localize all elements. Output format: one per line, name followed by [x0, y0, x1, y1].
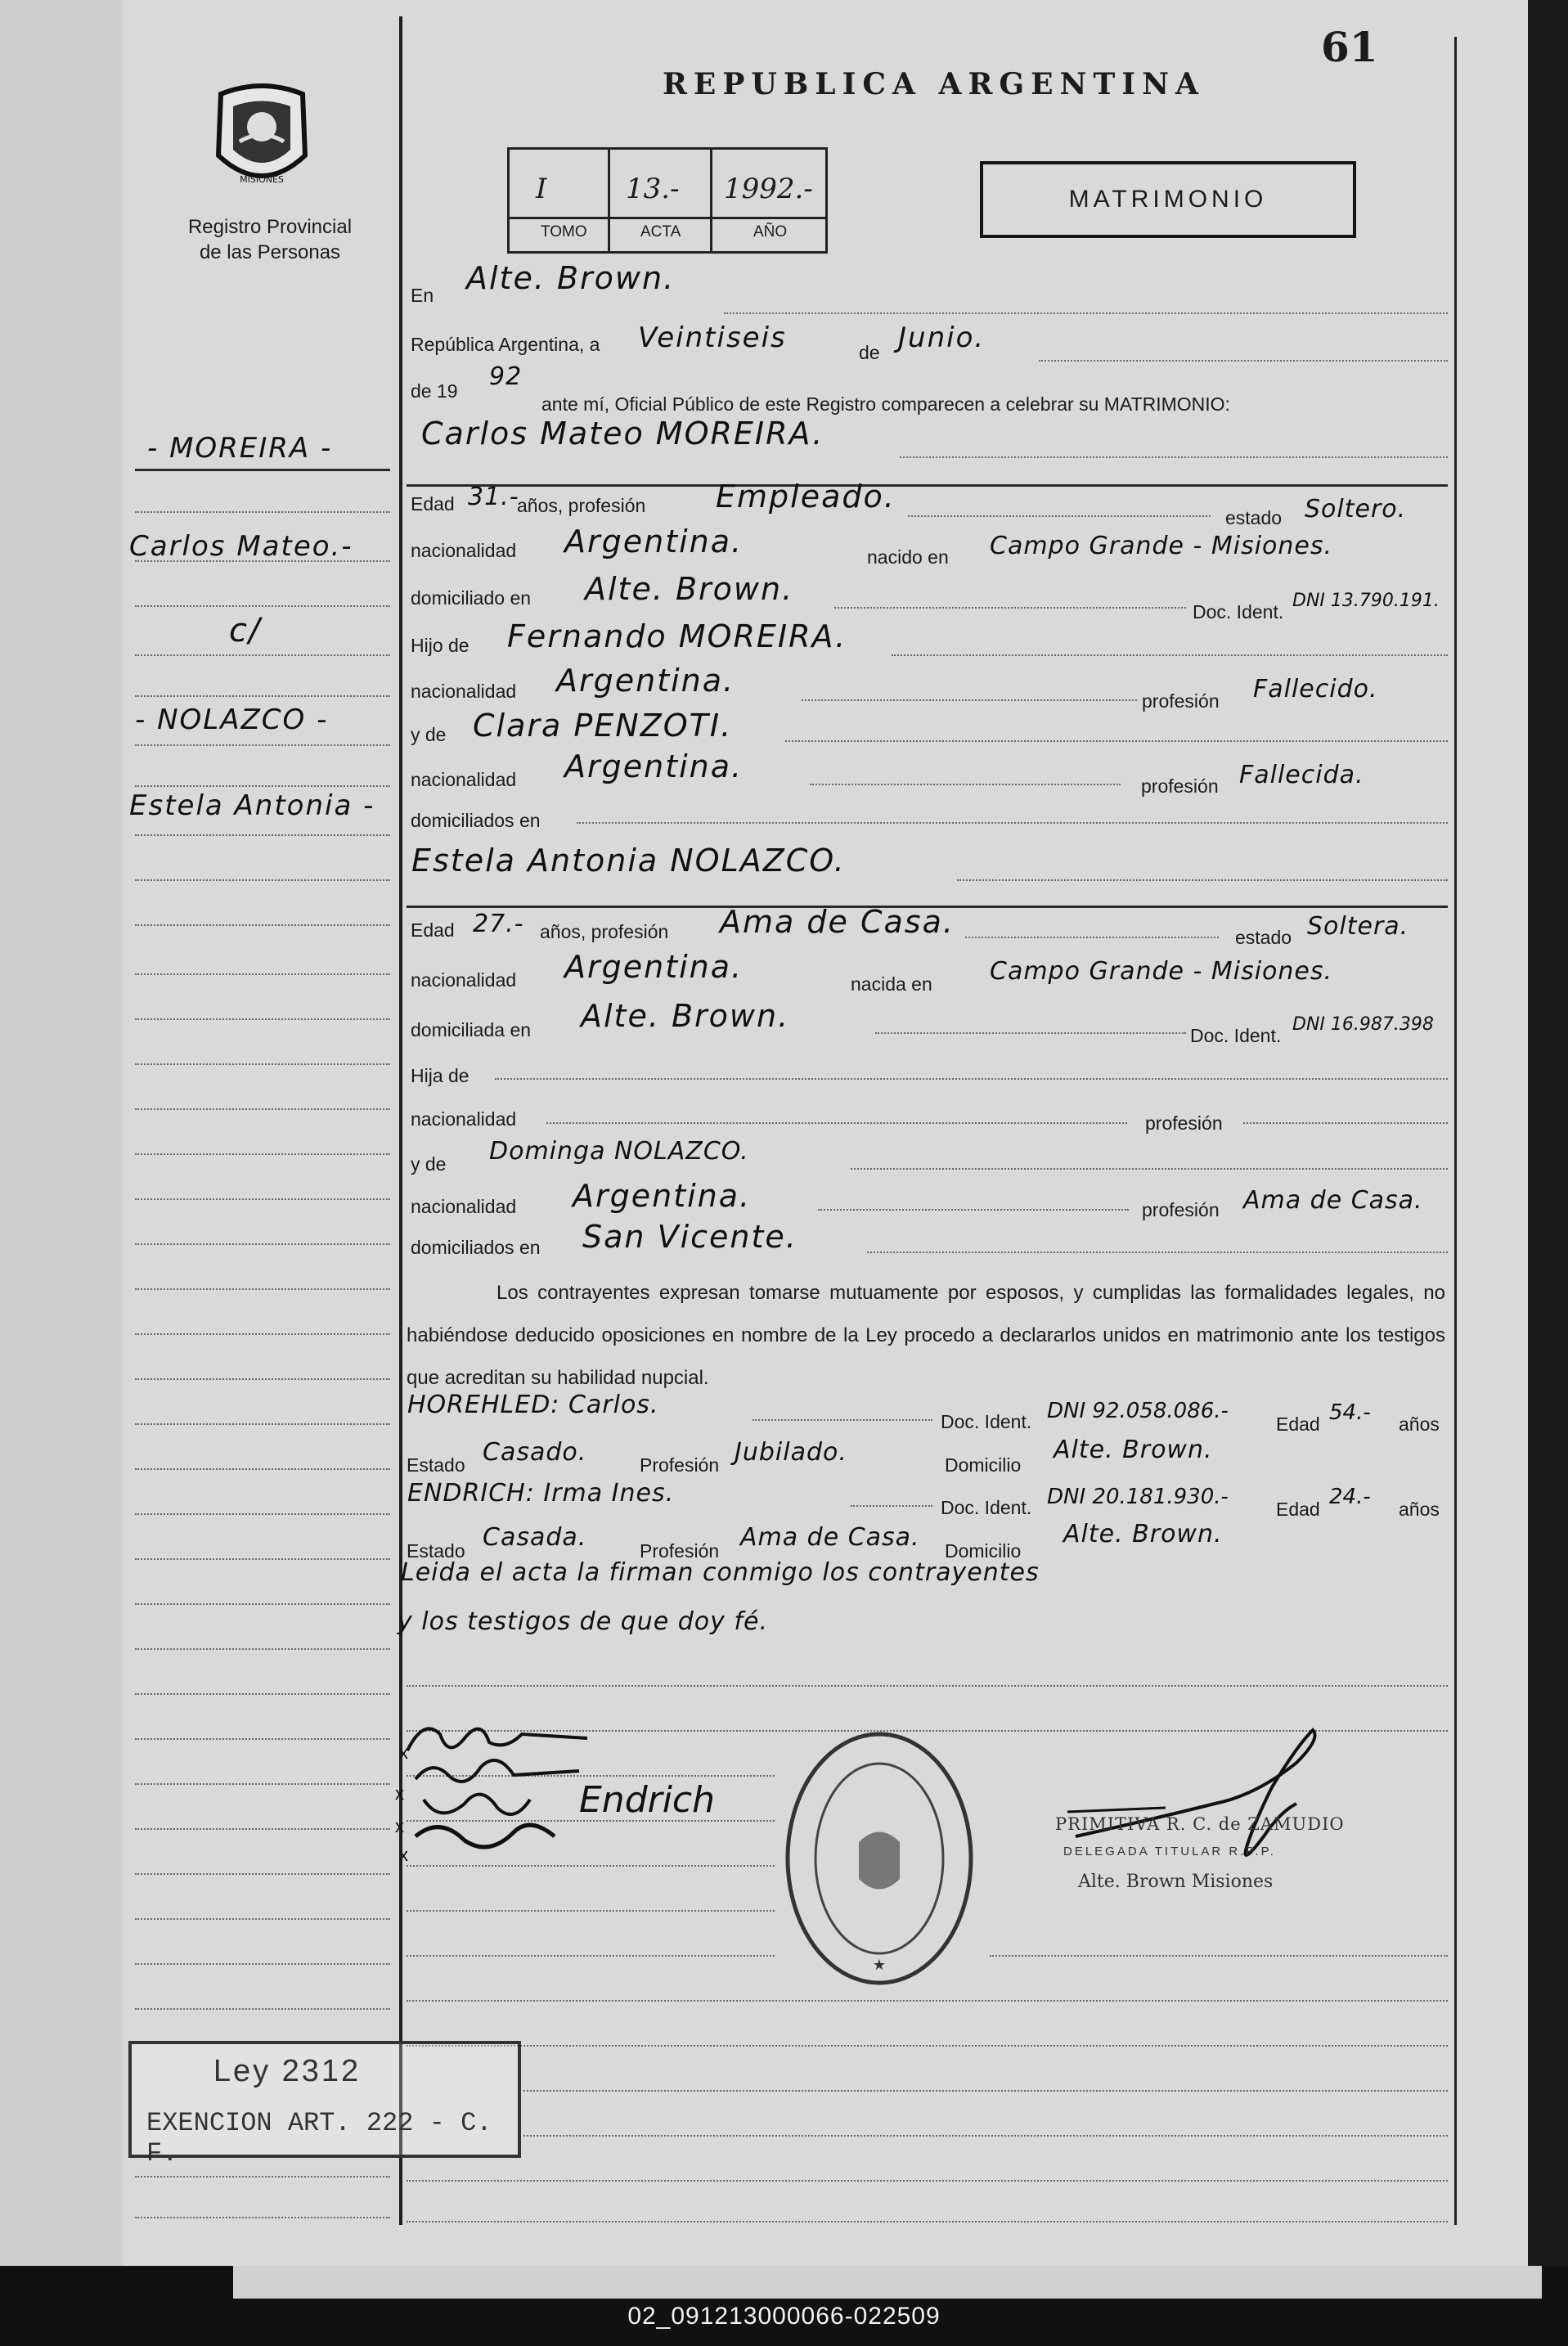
margin-dots [135, 1153, 390, 1155]
bride-profession-label: años, profesión [540, 921, 669, 942]
bride-father-prof-label: profesión [1145, 1112, 1223, 1134]
margin-dots [135, 1918, 390, 1920]
bride-nationality-label: nacionalidad [411, 969, 517, 991]
book-binding-edge [1528, 0, 1568, 2282]
bride-doc-label: Doc. Ident. [1190, 1025, 1282, 1046]
groom-mother: Clara PENZOTI. [473, 708, 733, 744]
margin-dots [135, 560, 390, 562]
margin-dots [135, 785, 390, 787]
provincial-shield-logo [209, 78, 315, 196]
witness-1-status-label: Estado [407, 1454, 465, 1476]
groom-domicile-label: domiciliado en [411, 587, 532, 609]
body-rule [407, 1685, 1448, 1687]
margin-dots [135, 1783, 390, 1785]
margin-dots [135, 695, 390, 697]
fill-line [546, 1122, 1127, 1124]
svg-text:x: x [399, 1742, 408, 1763]
groom-mother-label: y de [411, 724, 447, 745]
groom-nationality: Argentina. [564, 524, 744, 560]
groom-doc-label: Doc. Ident. [1193, 601, 1284, 622]
fill-line [900, 456, 1448, 458]
svg-text:x: x [395, 1783, 404, 1804]
margin-dots [135, 1468, 390, 1470]
margin-rule-top [135, 469, 390, 471]
official-seal [781, 1728, 977, 1989]
bride-domicile: Alte. Brown. [581, 998, 790, 1034]
year-suffix: 92 [489, 362, 523, 391]
party-signatures [391, 1701, 751, 1881]
body-rule [523, 2090, 1448, 2092]
margin-dots [135, 1423, 390, 1425]
margin-dots [135, 1873, 390, 1875]
date-label: República Argentina, a [411, 334, 600, 355]
bride-status-label: estado [1235, 927, 1292, 948]
place-label: En [411, 285, 434, 306]
margin-bride-surname: - NOLAZCO - [135, 703, 329, 736]
fill-line [724, 312, 1448, 314]
margin-dots [135, 1108, 390, 1110]
groom-father: Fernando MOREIRA. [507, 618, 847, 654]
margin-dots [135, 1603, 390, 1605]
witness-1-domicile: Alte. Brown. [1054, 1436, 1213, 1464]
fill-line [1039, 360, 1448, 362]
exemption-article: EXENCION ART. 222 - C. F. [146, 2108, 492, 2168]
registry-label-line1: Registro Provincial [187, 216, 353, 238]
groom-parents-dom-label: domiciliados en [411, 810, 541, 831]
margin-groom-given: Carlos Mateo.- [129, 530, 353, 563]
bride-father-nat-label: nacionalidad [411, 1108, 517, 1130]
registry-label [151, 214, 389, 265]
witness-1-age-unit: años [1399, 1413, 1440, 1435]
witness-2-profession-label: Profesión [640, 1540, 720, 1562]
groom-born: Campo Grande - Misiones. [990, 532, 1333, 560]
exemption-stamp [128, 2041, 521, 2168]
witness-2-age-unit: años [1399, 1499, 1440, 1520]
bride-age-label: Edad [411, 919, 455, 941]
fill-line [810, 784, 1121, 785]
body-rule [407, 1955, 775, 1957]
margin-dots [135, 1288, 390, 1290]
groom-mother-prof-label: profesión [1141, 775, 1219, 797]
logo-text: MISIONES [240, 174, 284, 185]
bride-parents-dom: San Vicente. [582, 1219, 797, 1255]
day-value: Veintiseis [638, 321, 787, 354]
margin-dots [135, 1378, 390, 1380]
witness-1-domicile-label: Domicilio [945, 1454, 1022, 1476]
officer-name: PRIMITIVA R. C. de ZAMUDIO [1055, 1814, 1345, 1834]
closing-line-2: y los testigos de que doy fé. [398, 1607, 768, 1636]
margin-dots [135, 1648, 390, 1650]
bride-status: Soltera. [1307, 912, 1409, 941]
body-rule [407, 1910, 775, 1912]
margin-dots [135, 2176, 390, 2177]
margin-dots [135, 1243, 390, 1245]
witness-2-doc-label: Doc. Ident. [941, 1497, 1032, 1518]
groom-age: 31.- [468, 483, 519, 511]
margin-dots [135, 879, 390, 881]
groom-father-nat-label: nacionalidad [411, 681, 517, 702]
document-type-box: MATRIMONIO [980, 161, 1356, 238]
witness-1-profession: Jubilado. [735, 1438, 847, 1467]
witness-2-profession: Ama de Casa. [740, 1523, 920, 1552]
reference-divider [510, 217, 825, 219]
fill-line [495, 1078, 1448, 1080]
bride-domicile-label: domiciliada en [411, 1019, 532, 1040]
fill-line [802, 699, 1137, 701]
bride-born: Campo Grande - Misiones. [990, 957, 1333, 986]
bride-name: Estela Antonia NOLAZCO. [411, 843, 846, 879]
year-prefix: de 19 [411, 380, 458, 402]
acta-label: ACTA [640, 223, 681, 240]
reference-cell-acta [608, 150, 610, 251]
month-value: Junio. [898, 321, 986, 354]
margin-dots [135, 834, 390, 836]
bride-parents-dom-label: domiciliados en [411, 1237, 541, 1258]
date-de-label: de [859, 342, 880, 363]
groom-father-prof: Fallecido. [1253, 675, 1378, 703]
svg-text:x: x [395, 1816, 404, 1836]
margin-dots [135, 511, 390, 513]
witness-1-doc: DNI 92.058.086.- [1047, 1399, 1229, 1423]
margin-dots [135, 1198, 390, 1200]
groom-doc: DNI 13.790.191. [1292, 591, 1440, 611]
page-number: 61 [1321, 23, 1378, 71]
witness-1-status: Casado. [483, 1438, 587, 1467]
bride-age: 27.- [473, 910, 524, 938]
officer-place: Alte. Brown Misiones [1078, 1872, 1274, 1892]
ano-value: 1992.- [724, 173, 813, 205]
fill-line [867, 1252, 1448, 1253]
country-title: REPUBLICA ARGENTINA [663, 67, 1205, 101]
witness-2-status-label: Estado [407, 1540, 465, 1562]
fill-line [851, 1505, 932, 1507]
declaration-text: Los contrayentes expresan tomarse mutuamente por esposos, y cumplidas las formalidades legales, no habiéndose deducido oposiciones en nombre de la Ley procedo a declararlos unidos en matrimonio ante los testigos que acreditan su habilidad nupcial. [407, 1282, 1445, 1389]
fill-line [577, 822, 1448, 824]
groom-mother-nat: Argentina. [564, 748, 744, 784]
margin-dots [135, 1333, 390, 1335]
margin-dots [135, 1828, 390, 1830]
groom-name: Carlos Mateo MOREIRA. [421, 416, 824, 452]
groom-father-prof-label: profesión [1142, 690, 1220, 712]
groom-mother-prof: Fallecida. [1239, 761, 1364, 789]
margin-dots [135, 1558, 390, 1560]
margin-dots [135, 2008, 390, 2010]
registry-label-line2: de las Personas [199, 241, 341, 263]
margin-dots [135, 744, 390, 746]
bride-mother: Dominga NOLAZCO. [489, 1137, 749, 1166]
witness-1-age: 54.- [1329, 1400, 1371, 1425]
witness-2-doc: DNI 20.181.930.- [1047, 1485, 1229, 1509]
left-column-rule [399, 16, 402, 2225]
fill-line [892, 654, 1448, 656]
margin-dots [135, 605, 390, 607]
margin-dots [135, 1018, 390, 1020]
margin-connector: c/ [229, 612, 262, 649]
right-margin-rule [1454, 37, 1457, 2225]
bride-nationality: Argentina. [564, 949, 744, 985]
groom-born-label: nacido en [867, 546, 949, 568]
section-rule [407, 484, 1448, 487]
body-rule [407, 2180, 1448, 2182]
body-rule [990, 1955, 1448, 1957]
scan-bottom-plate [233, 2266, 1542, 2299]
witness-2-age-label: Edad [1276, 1499, 1320, 1520]
bride-father-label: Hija de [411, 1065, 470, 1086]
witness-1-name: HOREHLED: Carlos. [407, 1391, 659, 1419]
fill-line [875, 1032, 1186, 1034]
groom-mother-nat-label: nacionalidad [411, 769, 517, 790]
tomo-value: I [536, 173, 547, 205]
margin-dots [135, 1738, 390, 1740]
body-rule [407, 2221, 1448, 2222]
endrich-signature: Endrich [579, 1779, 716, 1821]
body-rule [523, 2135, 1448, 2137]
reference-box [507, 147, 828, 254]
closing-line-1: Leida el acta la firman conmigo los contrayentes [401, 1558, 1040, 1587]
margin-bride-given: Estela Antonia - [129, 789, 375, 822]
margin-dots [135, 924, 390, 926]
groom-age-label: Edad [411, 493, 455, 515]
groom-father-nat: Argentina. [556, 663, 735, 699]
witness-1-profession-label: Profesión [640, 1454, 720, 1476]
fill-line [965, 937, 1219, 938]
act-intro: ante mí, Oficial Público de este Registro comparecen a celebrar su MATRIMONIO: [541, 393, 1230, 415]
exemption-ley: Ley 2312 [213, 2054, 362, 2088]
reference-cell-ano [710, 150, 712, 251]
margin-dots [135, 1963, 390, 1965]
witness-2-name: ENDRICH: Irma Ines. [407, 1479, 675, 1508]
groom-profession-label: años, profesión [517, 495, 646, 516]
groom-nationality-label: nacionalidad [411, 540, 517, 561]
witness-2-status: Casada. [483, 1523, 587, 1552]
groom-status: Soltero. [1305, 495, 1407, 524]
officer-signature [1051, 1714, 1346, 1894]
margin-dots [135, 1513, 390, 1515]
page-edge-shade [0, 0, 123, 2266]
margin-dots [135, 1693, 390, 1695]
fill-line [1243, 1122, 1448, 1124]
acta-value: 13.- [626, 173, 680, 205]
bride-born-label: nacida en [851, 973, 932, 995]
bride-doc: DNI 16.987.398 [1292, 1014, 1434, 1035]
groom-profession: Empleado. [716, 479, 896, 515]
place-value: Alte. Brown. [466, 260, 676, 296]
margin-dots [135, 973, 390, 975]
scan-footer-code: 02_091213000066-022509 [627, 2303, 941, 2330]
bride-mother-nat-label: nacionalidad [411, 1196, 517, 1217]
fill-line [908, 515, 1211, 517]
bride-mother-prof: Ama de Casa. [1243, 1186, 1423, 1215]
groom-father-label: Hijo de [411, 635, 470, 656]
bride-profession: Ama de Casa. [720, 904, 955, 940]
bride-mother-prof-label: profesión [1142, 1199, 1220, 1220]
body-rule [407, 2045, 1448, 2047]
witness-2-domicile: Alte. Brown. [1063, 1520, 1223, 1548]
margin-dots [135, 1063, 390, 1065]
fill-line [957, 879, 1448, 881]
bride-mother-label: y de [411, 1153, 447, 1175]
fill-line [785, 740, 1448, 742]
witness-1-age-label: Edad [1276, 1413, 1320, 1435]
witness-2-age: 24.- [1329, 1485, 1371, 1509]
svg-text:★: ★ [872, 1957, 887, 1973]
svg-text:x: x [399, 1845, 408, 1865]
groom-domicile: Alte. Brown. [585, 571, 794, 607]
witness-2-domicile-label: Domicilio [945, 1540, 1022, 1562]
body-rule [407, 2000, 1448, 2002]
officer-title: DELEGADA TITULAR R.P.P. [1063, 1845, 1276, 1858]
margin-dots [135, 2217, 390, 2218]
ano-label: AÑO [753, 223, 788, 240]
fill-line [818, 1209, 1129, 1211]
fill-line [834, 607, 1186, 609]
margin-dots [135, 654, 390, 656]
bride-mother-nat: Argentina. [573, 1178, 752, 1214]
fill-line [753, 1419, 932, 1421]
fill-line [851, 1168, 1448, 1170]
tomo-label: TOMO [541, 223, 587, 240]
groom-status-label: estado [1225, 507, 1283, 528]
margin-groom-surname: - MOREIRA - [147, 432, 333, 465]
witness-1-doc-label: Doc. Ident. [941, 1411, 1032, 1432]
